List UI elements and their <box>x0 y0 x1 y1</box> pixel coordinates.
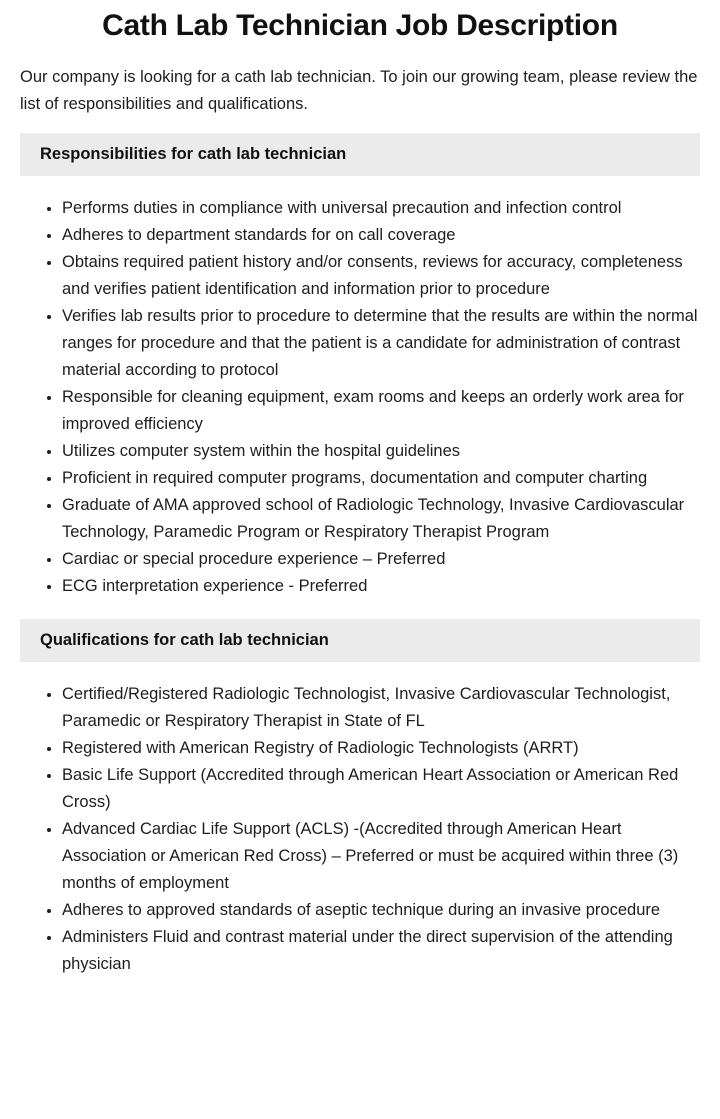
list-item: • Administers Fluid and contrast material under the direct supervision of the attending physician <box>62 924 700 978</box>
list-item: • Basic Life Support (Accredited through American Heart Association or American Red Cross) <box>62 762 700 816</box>
job-description-document <box>0 8 720 1021</box>
bullet-list <box>20 195 700 600</box>
list-item: • Responsible for cleaning equipment, exam rooms and keeps an orderly work area for improved efficiency <box>62 384 700 438</box>
list-item: • Performs duties in compliance with universal precaution and infection control <box>62 195 700 222</box>
intro-paragraph: Our company is looking for a cath lab technician. To join our growing team, please review the list of responsibilities and qualifications. <box>20 68 698 113</box>
list-item: • Advanced Cardiac Life Support (ACLS) -(Accredited through American Heart Association or American Red Cross) – Preferred or must be acquired within three (3) months of employment <box>62 816 700 897</box>
list-item: • Cardiac or special procedure experience – Preferred <box>62 546 700 573</box>
page-title: Cath Lab Technician Job Description <box>102 9 618 42</box>
section-heading: Qualifications for cath lab technician <box>20 619 700 662</box>
section-heading: Responsibilities for cath lab technician <box>20 133 700 176</box>
list-item: • Certified/Registered Radiologic Technologist, Invasive Cardiovascular Technologist, Paramedic or Respiratory Therapist in State of FL <box>62 681 700 735</box>
list-item: • Proficient in required computer programs, documentation and computer charting <box>62 465 700 492</box>
list-item: • Utilizes computer system within the hospital guidelines <box>62 438 700 465</box>
job-section <box>20 133 700 600</box>
sections-container <box>20 133 700 978</box>
list-item: • Obtains required patient history and/or consents, reviews for accuracy, completeness and verifies patient identification and information prior to procedure <box>62 249 700 303</box>
list-item: • Verifies lab results prior to procedure to determine that the results are within the normal ranges for procedure and that the patient is a candidate for administration of contrast material according to protocol <box>62 303 700 384</box>
list-item: • ECG interpretation experience - Preferred <box>62 573 700 600</box>
list-item: • Registered with American Registry of Radiologic Technologists (ARRT) <box>62 735 700 762</box>
list-item: • Adheres to approved standards of aseptic technique during an invasive procedure <box>62 897 700 924</box>
bullet-list <box>20 681 700 978</box>
job-section <box>20 619 700 978</box>
list-item: • Graduate of AMA approved school of Radiologic Technology, Invasive Cardiovascular Technology, Paramedic Program or Respiratory Therapist Program <box>62 492 700 546</box>
list-item: • Adheres to department standards for on call coverage <box>62 222 700 249</box>
